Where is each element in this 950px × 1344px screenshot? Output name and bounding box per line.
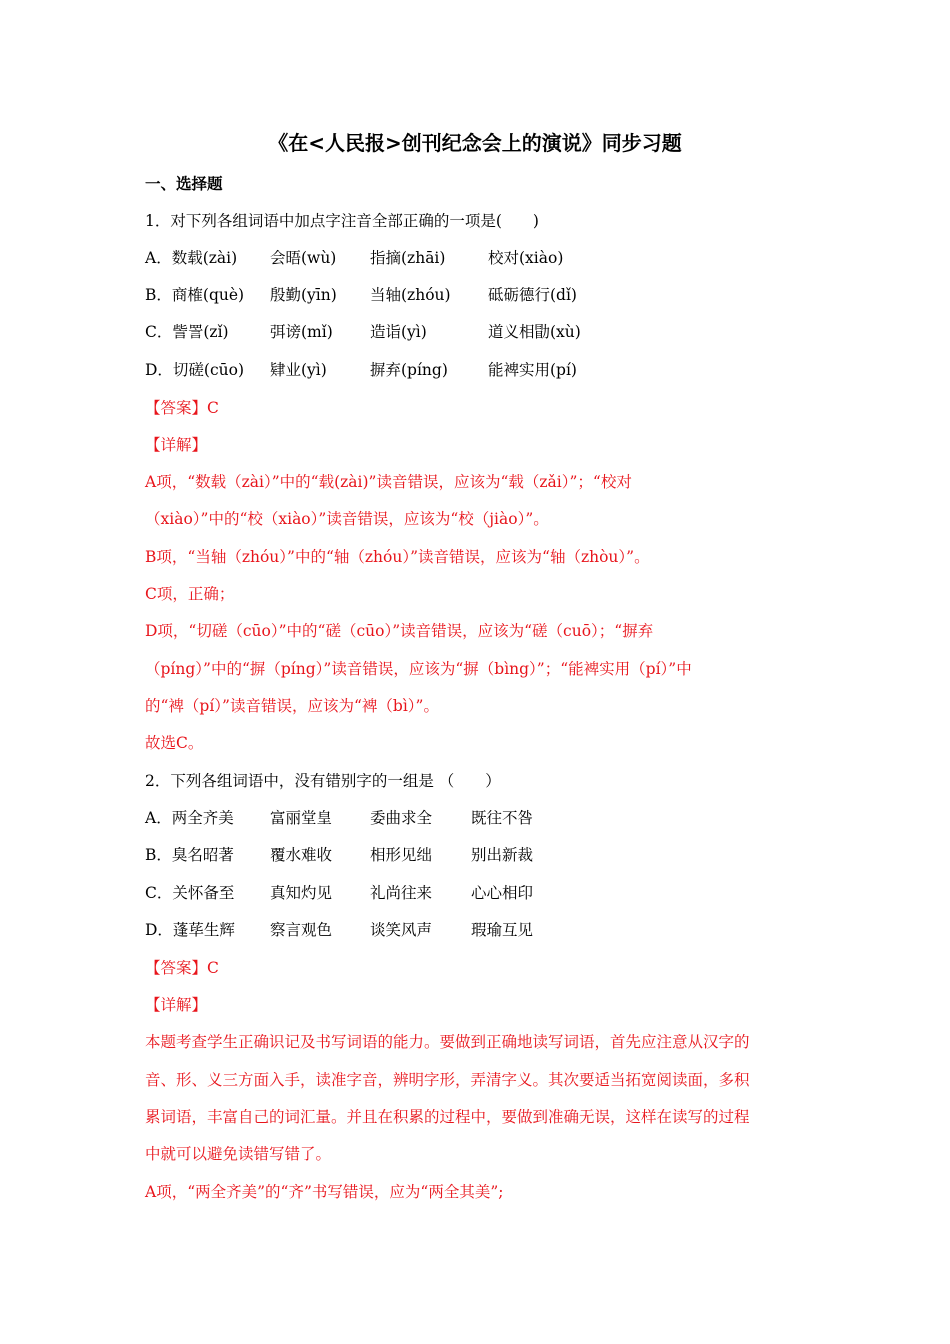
option-term: 摒弃(píng)	[370, 361, 448, 379]
option-term: B．臭名昭著	[145, 846, 234, 864]
option-term: 砥砺德行(dǐ)	[488, 286, 577, 304]
explanation-line: 中就可以避免读错写错了。	[145, 1145, 332, 1163]
q2-option-a	[145, 808, 805, 828]
option-term: 瑕瑜互见	[471, 921, 534, 939]
explanation-line: 故选C。	[145, 734, 204, 752]
option-term: D．蓬荜生辉	[145, 921, 235, 939]
option-term: 富丽堂皇	[270, 809, 333, 827]
option-term: 既往不咎	[471, 809, 534, 827]
option-term: 委曲求全	[370, 809, 433, 827]
q2-option-b	[145, 845, 805, 865]
option-term: 道义相勖(xù)	[488, 323, 581, 341]
option-term: 殷勤(yīn)	[270, 286, 337, 304]
option-term: 当轴(zhóu)	[370, 286, 451, 304]
option-term: 谈笑风声	[370, 921, 433, 939]
option-term: 真知灼见	[270, 884, 333, 902]
explanation-line: （píng）”中的“摒（píng）”读音错误，应该为“摒（bìng）”；“能裨实用（pí）”中	[145, 660, 692, 678]
option-term: 造诣(yì)	[370, 323, 427, 341]
q1-option-a	[145, 248, 805, 268]
option-term: D．切磋(cūo)	[145, 361, 245, 379]
detail-label: 【详解】	[145, 436, 208, 454]
explanation-line: 本题考查学生正确识记及书写词语的能力。要做到正确地读写词语，首先应注意从汉字的	[145, 1033, 750, 1051]
answer-label: 【答案】C	[145, 399, 219, 417]
option-term: 指摘(zhāi)	[370, 249, 446, 267]
question-1-stem: 1．对下列各组词语中加点字注音全部正确的一项是( )	[145, 212, 539, 230]
q1-option-b	[145, 285, 805, 305]
q1-option-d	[145, 360, 805, 380]
section-heading: 一、选择题	[145, 175, 223, 193]
q2-option-c	[145, 883, 805, 903]
option-term: 校对(xiào)	[488, 249, 564, 267]
option-term: C．訾詈(zǐ)	[145, 323, 229, 341]
option-term: C．关怀备至	[145, 884, 235, 902]
q2-option-d	[145, 920, 805, 940]
option-term: 能裨实用(pí)	[488, 361, 577, 379]
explanation-line: C项，正确；	[145, 585, 235, 603]
page-title: 《在<人民报>创刊纪念会上的演说》同步习题	[268, 131, 682, 155]
explanation-line: A项，“数载（zài）”中的“载(zài)”读音错误，应该为“载（zǎi）”；“校对	[145, 473, 632, 491]
option-term: 覆水难收	[270, 846, 333, 864]
explanation-line: 音、形、义三方面入手，读准字音，辨明字形，弄清字义。其次要适当拓宽阅读面，多积	[145, 1071, 750, 1089]
question-2-stem: 2．下列各组词语中，没有错别字的一组是 （ ）	[145, 772, 501, 790]
option-term: 会晤(wù)	[270, 249, 337, 267]
option-term: B．商榷(què)	[145, 286, 245, 304]
explanation-line: B项，“当轴（zhóu）”中的“轴（zhóu）”读音错误，应该为“轴（zhòu）”。	[145, 548, 650, 566]
explanation-line: 累词语，丰富自己的词汇量。并且在积累的过程中，要做到准确无误，这样在读写的过程	[145, 1108, 750, 1126]
explanation-line: （xiào）”中的“校（xiào）”读音错误，应该为“校（jiào）”。	[145, 510, 549, 528]
option-term: 心心相印	[471, 884, 534, 902]
option-term: 弭谤(mǐ)	[270, 323, 333, 341]
option-term: A．两全齐美	[145, 809, 234, 827]
option-term: A．数载(zài)	[145, 249, 238, 267]
option-term: 相形见绌	[370, 846, 433, 864]
answer-label: 【答案】C	[145, 959, 219, 977]
q1-option-c	[145, 322, 805, 342]
option-term: 别出新裁	[471, 846, 534, 864]
option-term: 礼尚往来	[370, 884, 433, 902]
option-term: 察言观色	[270, 921, 333, 939]
explanation-line: D项，“切磋（cūo）”中的“磋（cūo）”读音错误，应该为“磋（cuō）；“摒弃	[145, 622, 654, 640]
option-term: 肄业(yì)	[270, 361, 327, 379]
detail-label: 【详解】	[145, 996, 208, 1014]
explanation-line: A项，“两全齐美”的“齐”书写错误，应为“两全其美”;	[145, 1183, 504, 1201]
explanation-line: 的“裨（pí）”读音错误，应该为“裨（bì）”。	[145, 697, 439, 715]
